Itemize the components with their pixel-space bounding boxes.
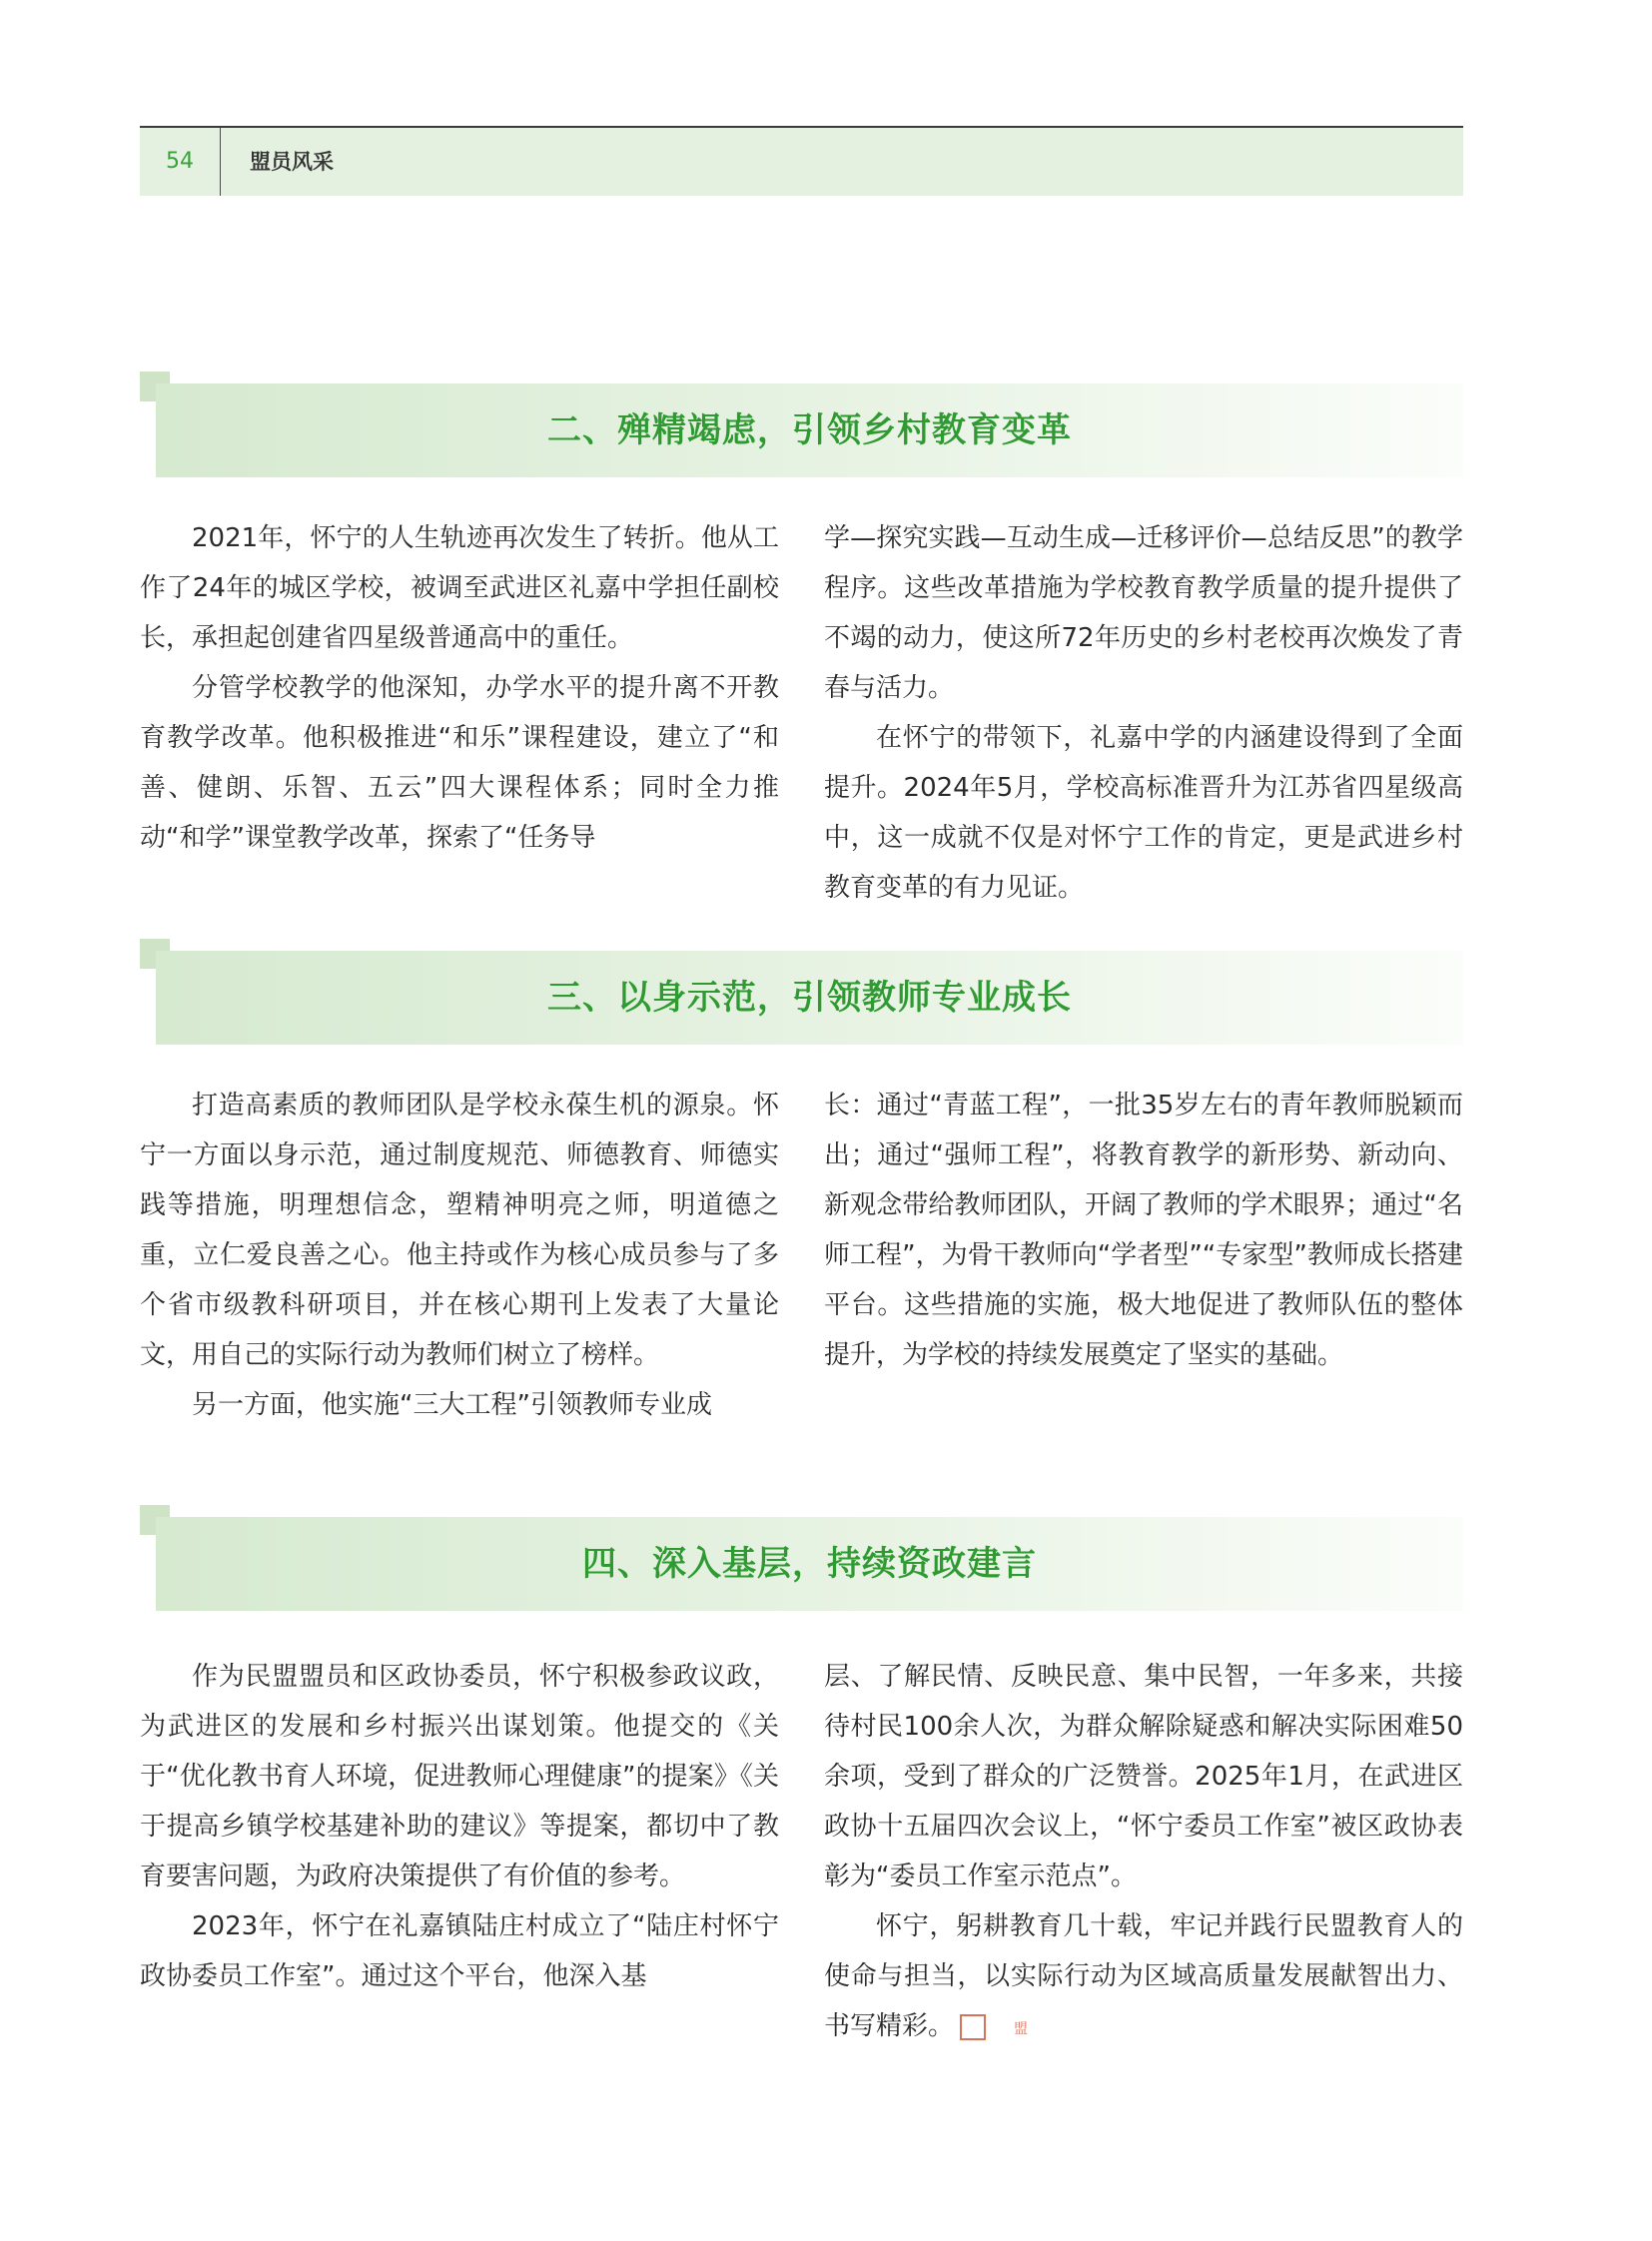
paragraph: 打造高素质的教师团队是学校永葆生机的源泉。怀宁一方面以身示范，通过制度规范、师德教育、师德实践等措施，明理想信念，塑精神明亮之师，明道德之重，立仁爱良善之心。他主持或作为核心成员参与了多个省市级教科研项目，并在核心期刊上发表了大量论文，用自己的实际行动为教师们树立了榜样。 bbox=[140, 1091, 779, 1370]
paragraph: 在怀宁的带领下，礼嘉中学的内涵建设得到了全面提升。2024年5月，学校高标准晋升为江苏省四星级高中，这一成就不仅是对怀宁工作的肯定，更是武进乡村教育变革的有力见证。 bbox=[824, 723, 1463, 903]
section-4-right-column bbox=[824, 1652, 1463, 2051]
section-title: 四、深入基层，持续资政建言 bbox=[582, 1544, 1037, 1584]
section-title: 三、以身示范，引领教师专业成长 bbox=[547, 978, 1072, 1018]
paragraph: 层、了解民情、反映民意、集中民智，一年多来，共接待村民100余人次，为群众解除疑惑和解决实际困难50余项，受到了群众的广泛赞誉。2025年1月，在武进区政协十五届四次会议上，“怀宁委员工作室”被区政协表彰为“委员工作室示范点”。 bbox=[824, 1662, 1463, 1891]
section-3-left-column bbox=[140, 1081, 779, 1430]
section-banner-2 bbox=[140, 372, 1463, 471]
paragraph: 长：通过“青蓝工程”，一批35岁左右的青年教师脱颖而出；通过“强师工程”，将教育教学的新形势、新动向、新观念带给教师团队，开阔了教师的学术眼界；通过“名师工程”，为骨干教师向“学者型”“专家型”教师成长搭建平台。这些措施的实施，极大地促进了教师队伍的整体提升，为学校的持续发展奠定了坚实的基础。 bbox=[824, 1091, 1463, 1370]
paragraph bbox=[824, 1901, 1463, 2051]
page-number: 54 bbox=[166, 149, 194, 174]
paragraph: 2021年，怀宁的人生轨迹再次发生了转折。他从工作了24年的城区学校，被调至武进区礼嘉中学担任副校长，承担起创建省四星级普通高中的重任。 bbox=[140, 523, 779, 653]
header-section-name: 盟员风采 bbox=[250, 149, 334, 174]
closing-text: 怀宁，躬耕教育几十载，牢记并践行民盟教育人的使命与担当，以实际行动为区域高质量发展献智出力、书写精彩。 bbox=[824, 1911, 1463, 2041]
paragraph: 作为民盟盟员和区政协委员，怀宁积极参政议政，为武进区的发展和乡村振兴出谋划策。他提交的《关于“优化教书育人环境，促进教师心理健康”的提案》《关于提高乡镇学校基建补助的建议》等提案，都切中了教育要害问题，为政府决策提供了有价值的参考。 bbox=[140, 1662, 779, 1891]
page-header bbox=[140, 126, 1463, 196]
section-title: 二、殚精竭虑，引领乡村教育变革 bbox=[547, 410, 1072, 450]
section-2-right-column bbox=[824, 513, 1463, 913]
paragraph: 2023年，怀宁在礼嘉镇陆庄村成立了“陆庄村怀宁政协委员工作室”。通过这个平台，他深入基 bbox=[140, 1911, 779, 1991]
paragraph: 另一方面，他实施“三大工程”引领教师专业成 bbox=[192, 1390, 712, 1420]
section-banner-4 bbox=[140, 1505, 1463, 1605]
paragraph: 学—探究实践—互动生成—迁移评价—总结反思”的教学程序。这些改革措施为学校教育教学质量的提升提供了不竭的动力，使这所72年历史的乡村老校再次焕发了青春与活力。 bbox=[824, 523, 1463, 703]
paragraph: 分管学校教学的他深知，办学水平的提升离不开教育教学改革。他积极推进“和乐”课程建设，建立了“和善、健朗、乐智、五云”四大课程体系；同时全力推动“和学”课堂教学改革，探索了“任务导 bbox=[140, 673, 779, 853]
section-4-left-column bbox=[140, 1652, 779, 2001]
section-2-left-column bbox=[140, 513, 779, 863]
header-divider bbox=[220, 128, 221, 196]
end-seal-icon: 盟 bbox=[960, 2014, 986, 2040]
section-3-right-column bbox=[824, 1081, 1463, 1380]
section-banner-3 bbox=[140, 939, 1463, 1039]
